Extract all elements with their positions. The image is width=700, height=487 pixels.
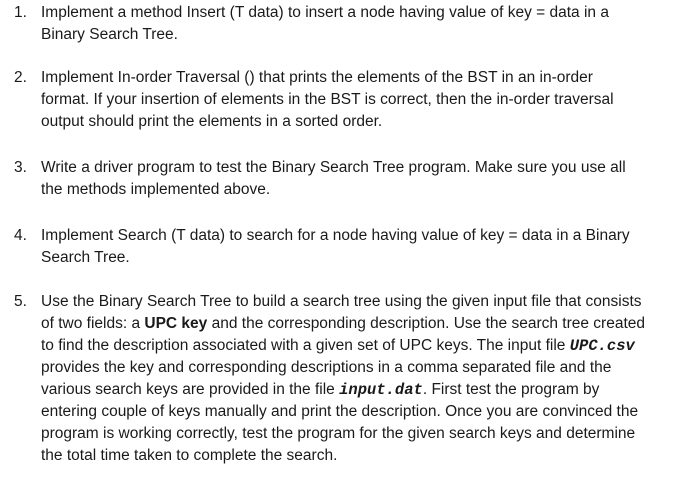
text-segment: and the corresponding description. Use the search tree created	[207, 315, 645, 332]
text-line: the total time taken to complete the search.	[41, 447, 338, 464]
text-line	[41, 335, 696, 357]
text-line: Implement a method Insert (T data) to insert a node having value of key = data in a	[41, 4, 609, 21]
text-line: Search Tree.	[41, 249, 130, 266]
item-text	[41, 225, 696, 269]
item-number: 2.	[14, 69, 27, 86]
text-line: Use the Binary Search Tree to build a search tree using the given input file that consists	[41, 293, 642, 310]
item-number: 1.	[14, 4, 27, 21]
item-text	[41, 67, 696, 133]
item-text	[41, 2, 696, 46]
text-segment: . First test the program by	[422, 381, 600, 398]
text-line: entering couple of keys manually and print the description. Once you are convinced the	[41, 403, 639, 420]
text-line	[41, 379, 696, 401]
text-line: program is working correctly, test the program for the given search keys and determine	[41, 425, 636, 442]
text-segment: of two fields: a	[41, 315, 145, 332]
text-line: format. If your insertion of elements in the BST is correct, then the in-order traversal	[41, 91, 614, 108]
item-number: 5.	[14, 293, 27, 310]
upc-key-term: UPC key	[144, 315, 208, 332]
text-segment: various search keys are provided in the file	[41, 381, 340, 398]
item-number: 4.	[14, 227, 27, 244]
text-segment: to find the description associated with a given set of UPC keys. The input file	[41, 337, 570, 354]
item-text	[41, 157, 696, 201]
text-line: Binary Search Tree.	[41, 26, 178, 43]
text-line: Implement Search (T data) to search for a node having value of key = data in a Binary	[41, 227, 630, 244]
text-line: output should print the elements in a sorted order.	[41, 113, 383, 130]
text-line	[41, 313, 696, 335]
text-line: provides the key and corresponding descriptions in a comma separated file and the	[41, 359, 612, 376]
item-text	[41, 291, 696, 467]
upc-csv-filename: UPC.csv	[569, 337, 635, 355]
input-dat-filename: input.dat	[339, 381, 423, 399]
text-line: Implement In-order Traversal () that prints the elements of the BST in an in-order	[41, 69, 593, 86]
item-number: 3.	[14, 159, 27, 176]
text-line: Write a driver program to test the Binary Search Tree program. Make sure you use all	[41, 159, 626, 176]
text-line: the methods implemented above.	[41, 181, 271, 198]
